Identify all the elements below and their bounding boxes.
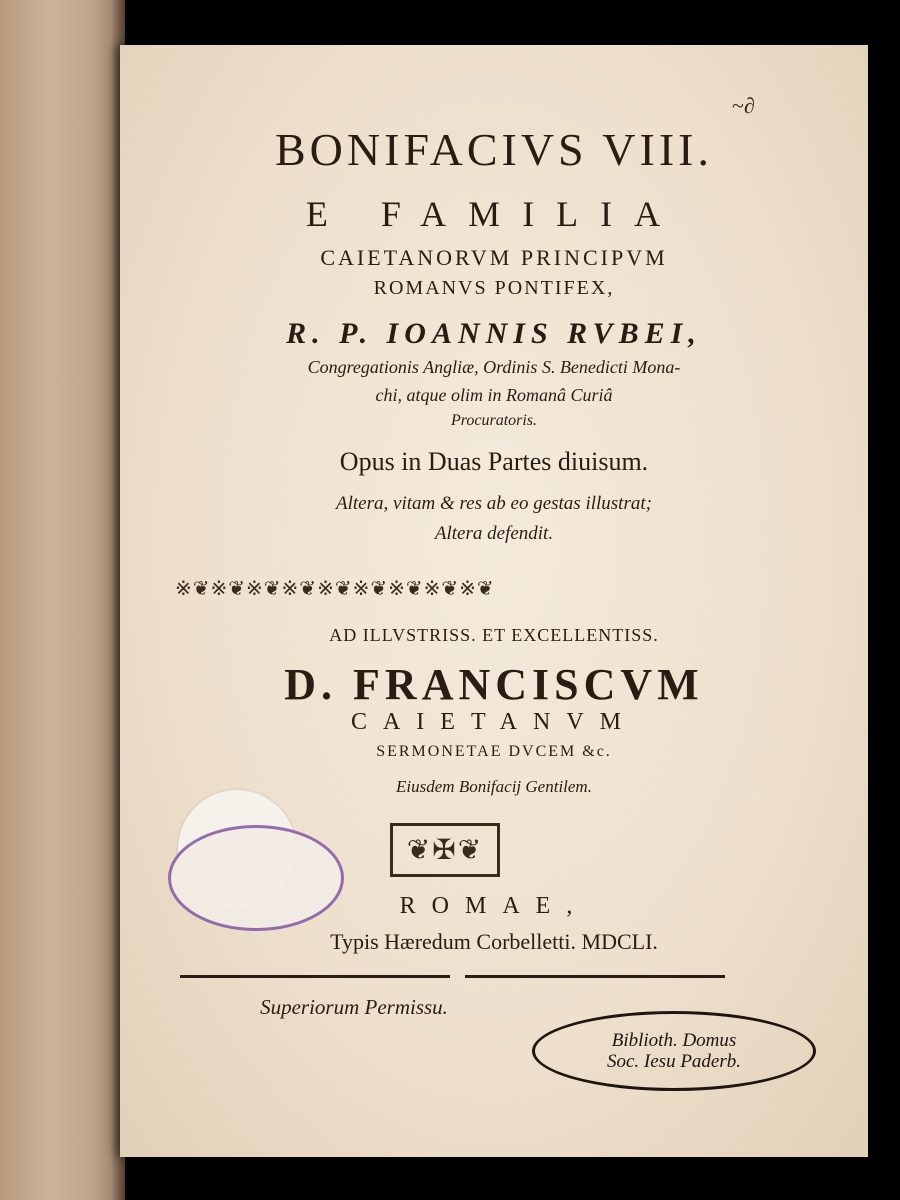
left-page-edge: [0, 0, 125, 1200]
title-line-2: E FAMILIA: [305, 194, 683, 234]
imprint-printer: Typis Hæredum Corbelletti. MDCLI.: [330, 929, 658, 954]
author-description-1: Congregationis Angliæ, Ordinis S. Benedicti Mona-: [307, 357, 681, 377]
part-two: Altera defendit.: [434, 523, 554, 544]
title-line-3: CAIETANORVM PRINCIPVM: [320, 245, 668, 270]
dedication-line: AD ILLVSTRISS. ET EXCELLENTISS.: [329, 625, 659, 645]
stamp-line-2: Soc. Iesu Paderb.: [606, 1051, 742, 1072]
author-name: R. P. IOANNIS RVBEI,: [286, 317, 702, 350]
dedicatee-surname: CAIETANVM: [350, 709, 638, 735]
dedicatee-title: SERMONETAE DVCEM &c.: [376, 743, 612, 760]
title-line-4: ROMANVS PONTIFEX,: [373, 277, 615, 299]
title-page: [120, 45, 868, 1157]
permission-line: Superiorum Permissu.: [260, 995, 448, 1019]
ornament-icon: ※❦※❦※❦※❦※❦※❦※❦※❦※❦: [175, 577, 495, 600]
manuscript-mark: ~∂: [732, 93, 755, 118]
imprint-place: ROMAE,: [399, 893, 589, 919]
title-line-1: BONIFACIVS VIII.: [275, 124, 713, 175]
library-stamp-oval: [532, 1011, 816, 1091]
rule-right: [465, 975, 725, 978]
author-description-2: chi, atque olim in Romanâ Curiâ: [375, 385, 613, 405]
printer-device-icon: ❦✠❦: [390, 823, 500, 877]
ornament-band: [175, 577, 785, 599]
dedicatee-relation: Eiusdem Bonifacij Gentilem.: [396, 777, 592, 796]
stamp-line-1: Biblioth. Domus: [611, 1030, 737, 1051]
dedicatee-name: D. FRANCISCVM: [284, 660, 704, 709]
rule-left: [180, 975, 450, 978]
work-description: Opus in Duas Partes diuisum.: [339, 447, 649, 476]
part-one: Altera, vitam & res ab eo gestas illustrat;: [336, 493, 652, 514]
author-description-3: Procuratoris.: [450, 412, 538, 429]
